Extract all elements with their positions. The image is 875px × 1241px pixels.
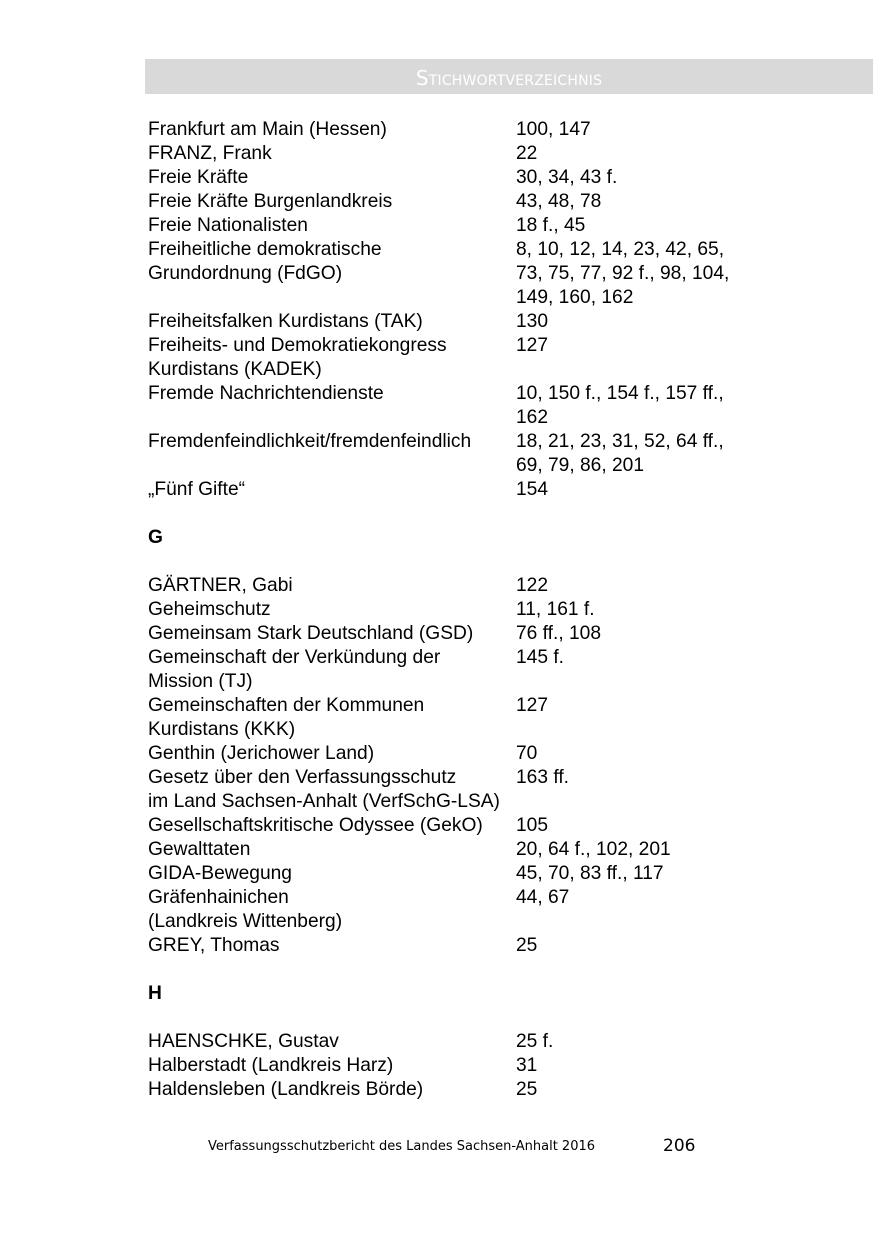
index-term: Freie Nationalisten (148, 215, 308, 236)
index-pages: 130 (516, 311, 549, 332)
index-pages: 25 (516, 1079, 538, 1100)
index-pages: 45, 70, 83 ff., 117 (516, 863, 664, 884)
page-number: 206 (663, 1136, 696, 1156)
spacer (148, 550, 768, 574)
index-entry (148, 238, 768, 310)
index-term: GIDA-Bewegung (148, 863, 292, 884)
index-pages: 145 f. (516, 647, 565, 668)
index-term: Frankfurt am Main (Hessen) (148, 119, 387, 140)
index-entry (148, 334, 768, 382)
section-letter: G (148, 527, 163, 548)
index-term-line: Grundordnung (FdGO) (148, 263, 343, 284)
index-pages (516, 382, 768, 430)
index-term-line: Freiheits- und Demokratiekongress (148, 335, 447, 356)
index-pages: 43, 48, 78 (516, 191, 602, 212)
index-entry (148, 862, 768, 886)
index-pages: 25 f. (516, 1031, 554, 1052)
index-entry (148, 430, 768, 478)
index-entry (148, 694, 768, 742)
index-pages: 154 (516, 479, 549, 500)
index-entry (148, 574, 768, 598)
spacer (148, 958, 768, 982)
index-entry (148, 214, 768, 238)
index-pages: 11, 161 f. (516, 599, 595, 620)
index-pages (516, 430, 768, 478)
index-term (148, 238, 516, 286)
index-pages: 76 ff., 108 (516, 623, 601, 644)
index-term: „Fünf Gifte“ (148, 479, 246, 500)
index-pages-line: 162 (516, 407, 549, 428)
index-term: Fremdenfeindlichkeit/fremdenfeindlich (148, 431, 472, 452)
index-pages-line: 8, 10, 12, 14, 23, 42, 65, (516, 239, 725, 260)
index-term: FRANZ, Frank (148, 143, 272, 164)
index-entry (148, 598, 768, 622)
index-entry (148, 742, 768, 766)
index-entry (148, 142, 768, 166)
index-pages: 70 (516, 743, 538, 764)
index-pages-line: 69, 79, 86, 201 (516, 455, 645, 476)
index-pages: 105 (516, 815, 549, 836)
index-term: Gewalttaten (148, 839, 251, 860)
index-entry (148, 646, 768, 694)
index-entry (148, 622, 768, 646)
index-entry (148, 934, 768, 958)
index-term: Freiheitsfalken Kurdistans (TAK) (148, 311, 423, 332)
index-entry (148, 478, 768, 502)
index-entry (148, 814, 768, 838)
index-term (148, 694, 516, 742)
index-pages: 30, 34, 43 f. (516, 167, 618, 188)
index-entry (148, 1078, 768, 1102)
index-term: GÄRTNER, Gabi (148, 575, 293, 596)
index-pages-line: 10, 150 f., 154 f., 157 ff., (516, 383, 724, 404)
index-entry (148, 886, 768, 934)
index-entry (148, 166, 768, 190)
index-pages: 20, 64 f., 102, 201 (516, 839, 671, 860)
section-letter: H (148, 983, 162, 1004)
index-term-line: im Land Sachsen-Anhalt (VerfSchG-LSA) (148, 791, 500, 812)
index-term-line: Gemeinschaften der Kommunen (148, 695, 425, 716)
page-title: Stichwortverzeichnis (415, 66, 603, 90)
index-entry (148, 1030, 768, 1054)
index-term-line: Kurdistans (KKK) (148, 719, 296, 740)
index-term-line: Gemeinschaft der Verkündung der (148, 647, 441, 668)
index-term-line: Kurdistans (KADEK) (148, 359, 322, 380)
index-pages: 25 (516, 935, 538, 956)
index-term-line: Gräfenhainichen (148, 887, 289, 908)
index-pages: 22 (516, 143, 538, 164)
spacer (148, 502, 768, 526)
index-term (148, 886, 516, 934)
index-pages: 122 (516, 575, 549, 596)
index-term (148, 334, 516, 382)
index-term: Halberstadt (Landkreis Harz) (148, 1055, 394, 1076)
index-pages: 44, 67 (516, 887, 570, 908)
index-term: Fremde Nachrichtendienste (148, 383, 384, 404)
index-entry (148, 310, 768, 334)
index-term: GREY, Thomas (148, 935, 280, 956)
index-entry (148, 1054, 768, 1078)
index-term (148, 646, 516, 694)
spacer (148, 1006, 768, 1030)
index-term: Genthin (Jerichower Land) (148, 743, 375, 764)
header-bar (145, 59, 873, 94)
index-term-line: (Landkreis Wittenberg) (148, 911, 343, 932)
index-pages: 31 (516, 1055, 538, 1076)
index-term: Haldensleben (Landkreis Börde) (148, 1079, 424, 1100)
index-entry (148, 766, 768, 814)
footer-text: Verfassungsschutzbericht des Landes Sachsen-Anhalt 2016 (208, 1139, 596, 1154)
index-term: HAENSCHKE, Gustav (148, 1031, 339, 1052)
index-pages-line: 73, 75, 77, 92 f., 98, 104, (516, 263, 730, 284)
index-pages: 127 (516, 695, 549, 716)
index-term: Geheimschutz (148, 599, 271, 620)
index-term-line: Mission (TJ) (148, 671, 253, 692)
index-pages-line: 18, 21, 23, 31, 52, 64 ff., (516, 431, 724, 452)
index-pages: 163 ff. (516, 767, 569, 788)
keyword-index (148, 118, 768, 1102)
index-term: Gemeinsam Stark Deutschland (GSD) (148, 623, 474, 644)
index-pages: 100, 147 (516, 119, 591, 140)
index-term: Gesellschaftskritische Odyssee (GekO) (148, 815, 483, 836)
index-entry (148, 382, 768, 430)
index-entry (148, 190, 768, 214)
index-term: Freie Kräfte Burgenlandkreis (148, 191, 393, 212)
index-pages-line: 149, 160, 162 (516, 287, 634, 308)
index-term-line: Freiheitliche demokratische (148, 239, 382, 260)
index-term: Freie Kräfte (148, 167, 249, 188)
index-pages: 127 (516, 335, 549, 356)
index-pages: 18 f., 45 (516, 215, 586, 236)
index-entry (148, 838, 768, 862)
index-pages (516, 238, 768, 310)
index-term-line: Gesetz über den Verfassungsschutz (148, 767, 457, 788)
index-entry (148, 118, 768, 142)
